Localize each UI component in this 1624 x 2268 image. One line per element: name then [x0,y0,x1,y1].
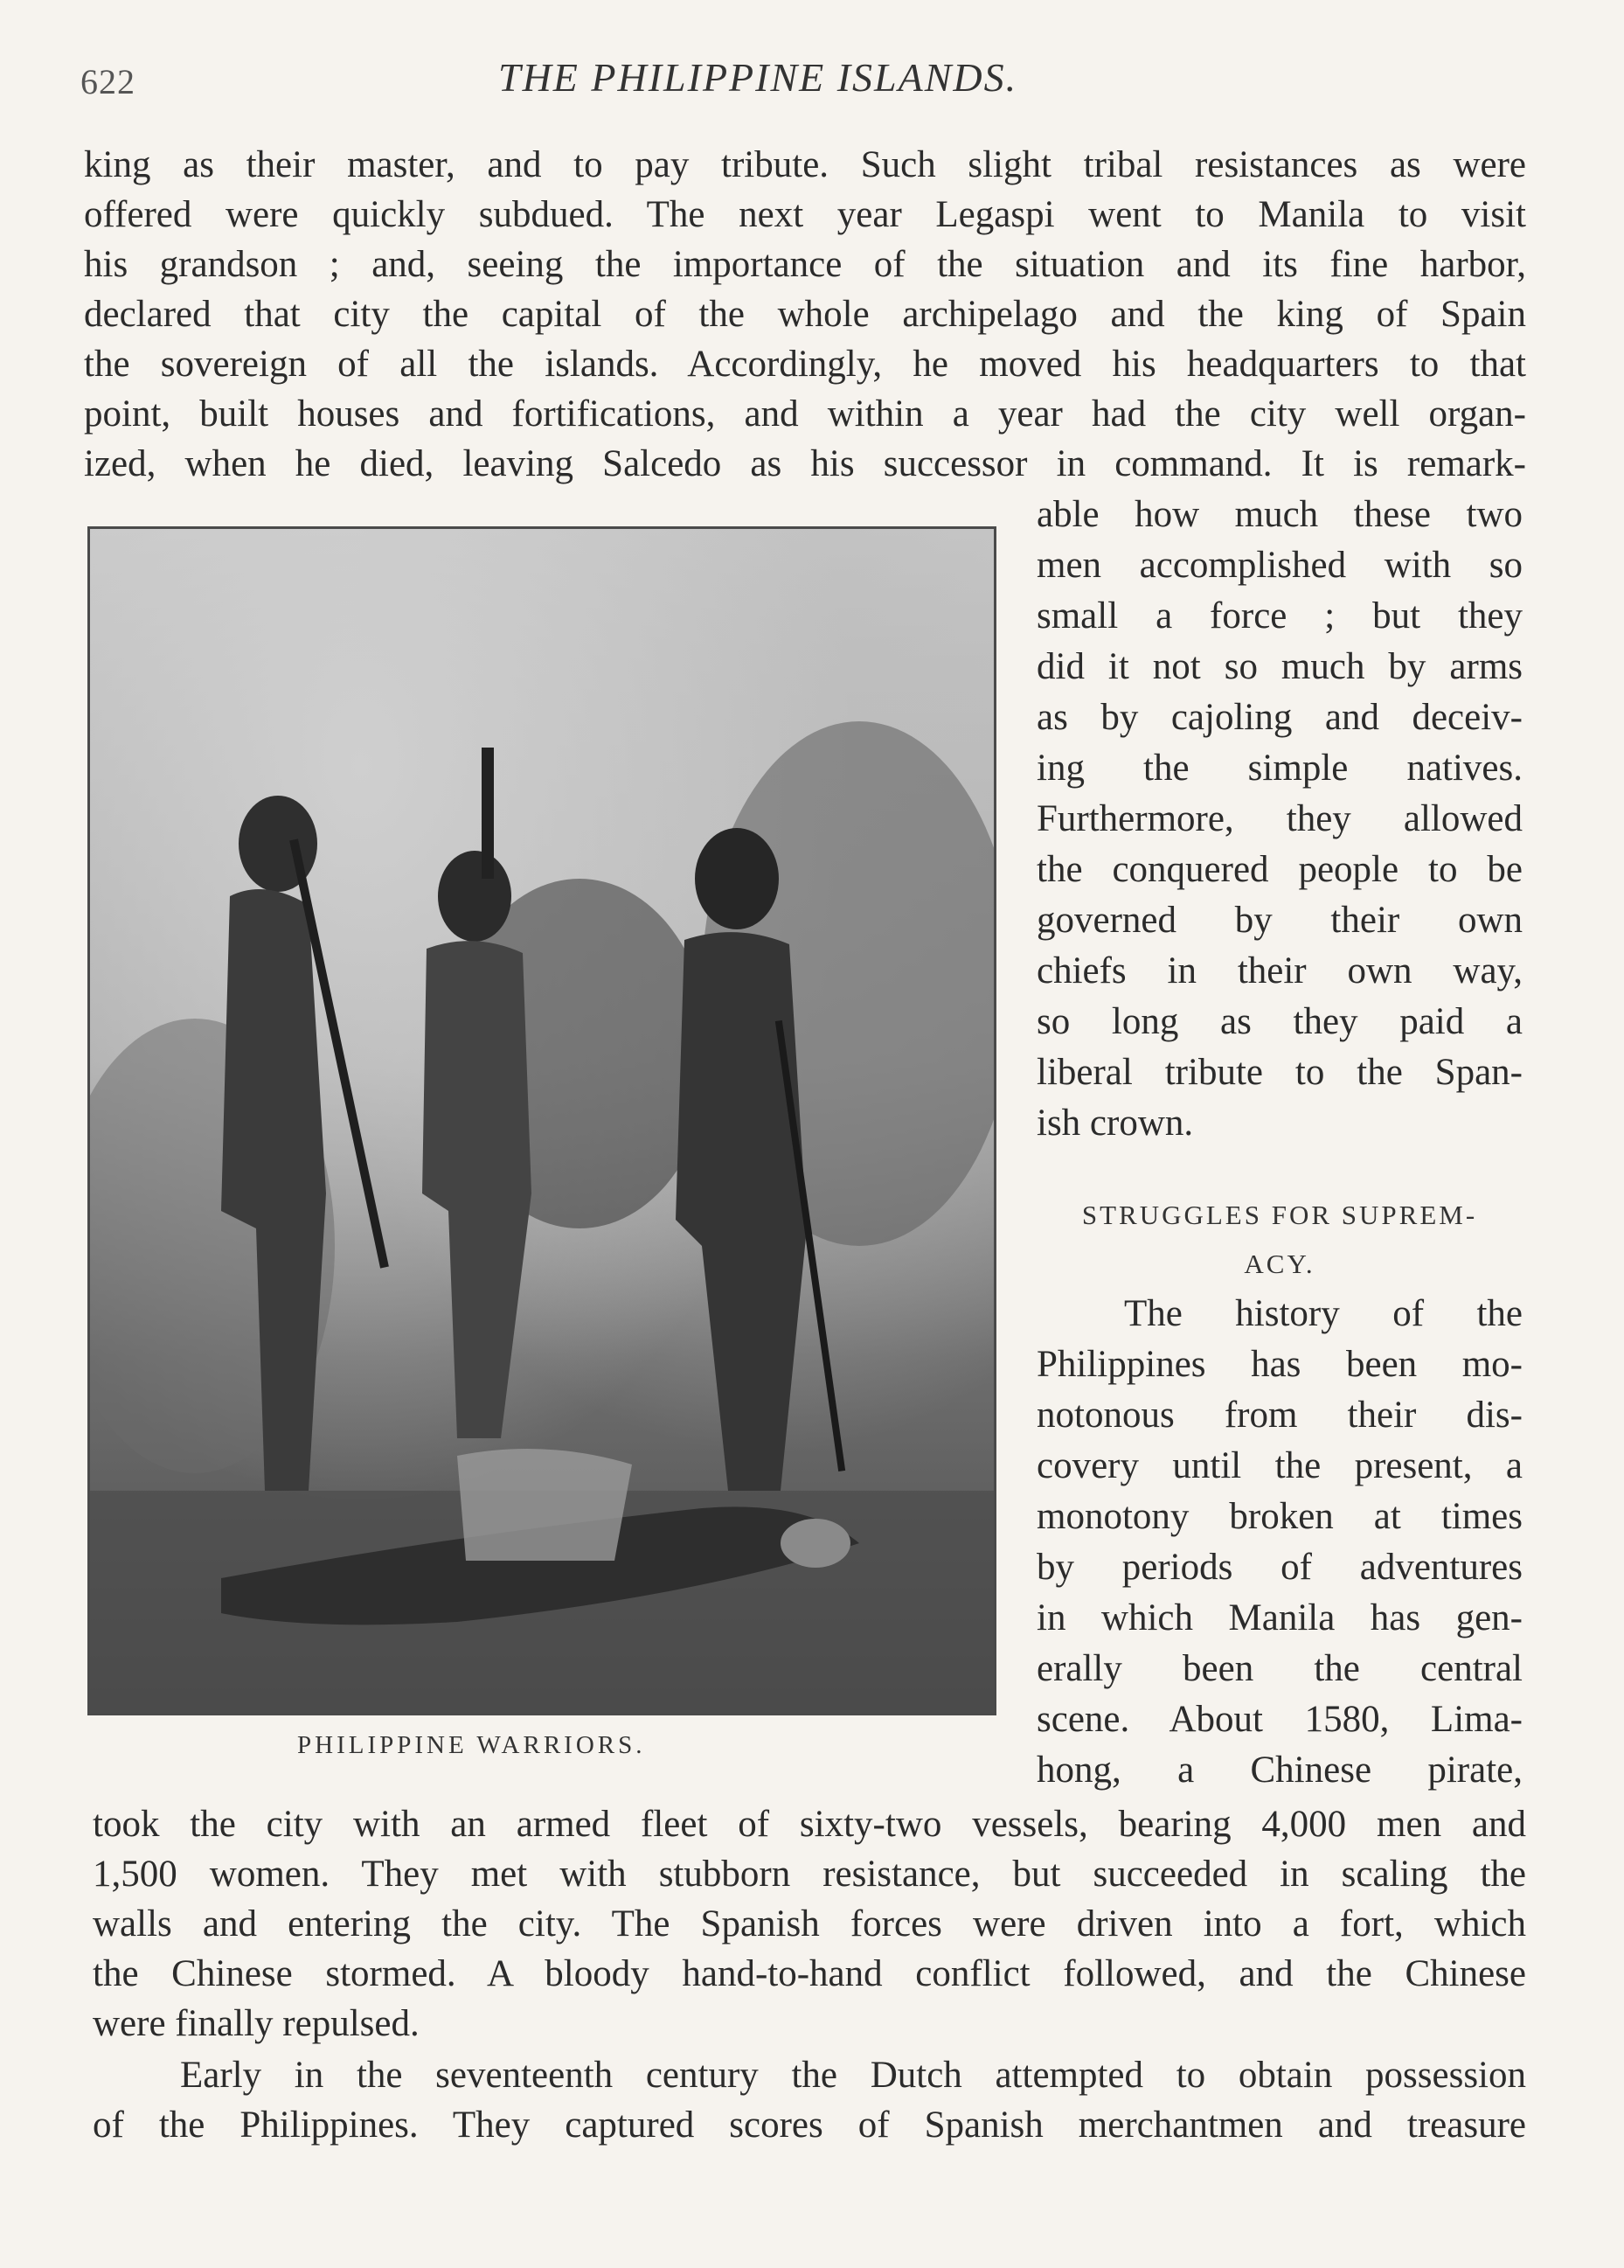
final-paragraph [93,2050,1526,2150]
text-line: notonous from their dis- [1037,1395,1523,1436]
text-line: liberal tribute to the Span- [1037,1052,1523,1093]
text-line: monotony broken at times [1037,1496,1523,1537]
figure-caption: PHILIPPINE WARRIORS. [297,1731,646,1759]
text-line: Early in the seventeenth century the Dutch attempted to obtain possession [180,2055,1526,2096]
text-line: king as their master, and to pay tribute. Such slight tribal resistances as were [84,144,1526,185]
bottom-paragraph [93,1799,1526,2049]
text-line: the conquered people to be [1037,849,1523,890]
text-line: ish crown. [1037,1103,1194,1144]
page-number: 622 [80,62,135,101]
text-line: The history of the [1124,1293,1523,1334]
text-line: his grandson ; and, seeing the importance of the situation and its fine harbor, [84,244,1526,285]
text-line: chiefs in their own way, [1037,950,1523,991]
text-line: hong, a Chinese pirate, [1037,1750,1523,1791]
text-line: were finally repulsed. [93,2003,420,2044]
text-line: did it not so much by arms [1037,646,1523,687]
text-line: of the Philippines. They captured scores of Spanish merchantmen and treasure [93,2105,1526,2146]
section-heading: STRUGGLES FOR SUPREM- [1081,1200,1478,1230]
top-paragraph [84,140,1526,489]
text-line: covery until the present, a [1037,1445,1523,1486]
text-line: as by cajoling and deceiv- [1037,697,1523,738]
text-line: ing the simple natives. [1037,748,1523,789]
text-line: so long as they paid a [1037,1001,1523,1042]
text-line: by periods of adventures [1037,1547,1523,1588]
text-line: men accomplished with so [1037,545,1523,586]
text-line: able how much these two [1037,494,1523,535]
text-line: declared that city the capital of the whole archipelago and the king of Spain [84,294,1526,335]
text-line: Philippines has been mo- [1037,1344,1523,1385]
text-line: in which Manila has gen- [1037,1597,1523,1638]
section-heading-continued: ACY. [1244,1249,1315,1279]
text-line: scene. About 1580, Lima- [1037,1699,1523,1740]
text-line: walls and entering the city. The Spanish forces were driven into a fort, which [93,1903,1526,1944]
text-line: offered were quickly subdued. The next year Legaspi went to Manila to visit [84,194,1526,235]
side-column [1037,490,1523,1796]
warriors-illustration [90,529,994,1713]
text-line: erally been the central [1037,1648,1523,1689]
text-line: Furthermore, they allowed [1037,798,1523,839]
photograph-philippine-warriors [87,526,996,1715]
text-line: the sovereign of all the islands. Accordingly, he moved his headquarters to that [84,344,1526,385]
text-line: the Chinese stormed. A bloody hand-to-hand conflict followed, and the Chinese [93,1953,1526,1994]
text-line: 1,500 women. They met with stubborn resistance, but succeeded in scaling the [93,1854,1526,1895]
text-line: small a force ; but they [1037,595,1523,637]
running-title: THE PHILIPPINE ISLANDS. [498,55,1018,100]
text-line: governed by their own [1037,900,1523,941]
text-line: ized, when he died, leaving Salcedo as his successor in command. It is remark- [84,443,1526,484]
text-line: point, built houses and fortifications, and within a year had the city well organ- [84,393,1526,435]
text-line: took the city with an armed fleet of sixty-two vessels, bearing 4,000 men and [93,1804,1526,1845]
